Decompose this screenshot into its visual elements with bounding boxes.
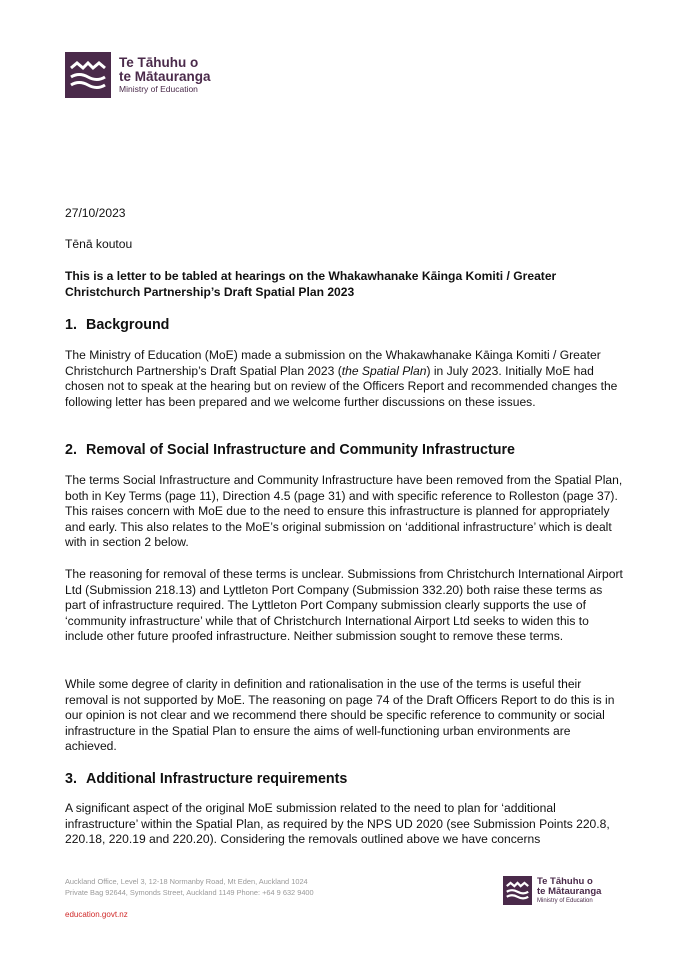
section-2-paragraph-3: While some degree of clarity in definition and rationalisation in the use of the terms is useful their removal is not supported by MoE. The reasoning on page 74 of the Draft Officers Report to do this is in our opinion is not clear and we recommend there should be specific reference to community or social infrastructure in the Spatial Plan to ensure the aims of well-functioning urban environments are achieved. bbox=[65, 677, 615, 754]
section-2-paragraph-2: The reasoning for removal of these terms is unclear. Submissions from Christchurch International Airport Ltd (Submission 218.13) and Lyttleton Port Company (Submission 332.20) both raise these terms as part of infrastructure required. The Lyttleton Port Company submission clearly supports the use of ‘community infrastructure’ while that of Christchurch International Airport Ltd seeks to widen this to include other future proofed infrastructure. Neither submission sought to remove these terms. bbox=[65, 567, 623, 644]
letter-subject: This is a letter to be tabled at hearings on the Whakawhanake Kāinga Komiti / Greater Christchurch Partnership’s Draft Spatial Plan 2023 bbox=[65, 269, 557, 299]
ministry-logo bbox=[65, 52, 211, 98]
footer-logo-line-3: Ministry of Education bbox=[537, 897, 593, 904]
section-1-paragraph-1: The Ministry of Education (MoE) made a submission on the Whakawhanake Kāinga Komiti / Greater Christchurch Partnership’s Draft Spatial Plan 2023 (the Spatial Plan) in July 2023. Initially MoE had chosen not to speak at the hearing but on review of the Officers Report and recommended changes the following letter has been prepared and we welcome further discussions on these issues. bbox=[65, 348, 618, 409]
logo-line-1: Te Tāhuhu o bbox=[119, 54, 199, 70]
greeting: Tēnā koutou bbox=[65, 237, 133, 251]
section-2-paragraph-1: The terms Social Infrastructure and Community Infrastructure have been removed from the Spatial Plan, both in Key Terms (page 11), Direction 4.5 (page 31) and with specific reference to Rolleston (page 37). This raises concern with MoE due to the need to ensure this infrastructure is planned for appropriately and early. This also relates to the MoE’s original submission on ‘additional infrastructure’ which is dealt with in section 2 below. bbox=[65, 473, 623, 550]
logo-line-2: te Mātauranga bbox=[119, 68, 211, 84]
footer-logo-line-1: Te Tāhuhu o bbox=[537, 875, 593, 887]
logo-line-3: Ministry of Education bbox=[119, 83, 198, 94]
footer-address: Auckland Office, Level 3, 12-18 Normanby Road, Mt Eden, Auckland 1024 bbox=[65, 877, 308, 886]
section-1-heading: 1. Background bbox=[65, 317, 170, 333]
section-3-heading: 3. Additional Infrastructure requirements bbox=[65, 771, 348, 787]
waves-icon bbox=[503, 876, 532, 905]
footer-logo-line-2: te Mātauranga bbox=[537, 885, 602, 897]
letter-date: 27/10/2023 bbox=[65, 206, 126, 220]
footer-ministry-logo bbox=[503, 876, 601, 905]
footer-email-link[interactable]: education.govt.nz bbox=[65, 910, 128, 919]
section-3-paragraph-1: A significant aspect of the original MoE submission related to the need to plan for ‘additional infrastructure’ within the Spatial Plan, as required by the NPS UD 2020 (see Submission Points 220.8, 220.18, 220.19 and 220.20). Considering the removals outlined above we have concerns bbox=[65, 801, 610, 847]
section-2-heading: 2. Removal of Social Infrastructure and Community Infrastructure bbox=[65, 442, 515, 458]
footer-contact: Private Bag 92644, Symonds Street, Auckland 1149 Phone: +64 9 632 9400 bbox=[65, 888, 314, 897]
waves-icon bbox=[65, 52, 111, 98]
